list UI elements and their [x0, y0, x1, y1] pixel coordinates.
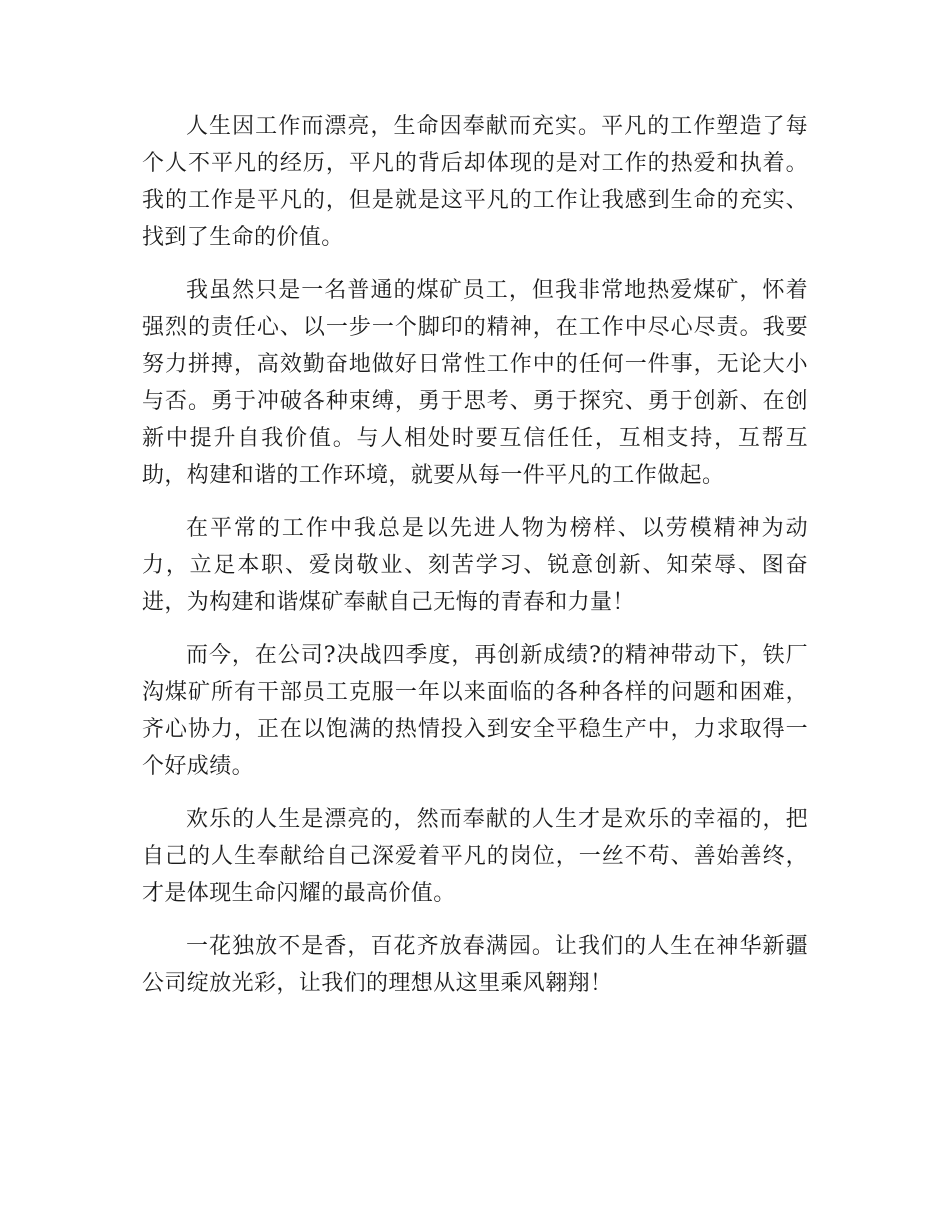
paragraph-3: 在平常的工作中我总是以先进人物为榜样、以劳模精神为动力，立足本职、爱岗敬业、刻苦学习、锐意创新、知荣辱、图奋进，为构建和谐煤矿奉献自己无悔的青春和力量！ [142, 516, 808, 615]
paragraph-1: 人生因工作而漂亮，生命因奉献而充实。平凡的工作塑造了每个人不平凡的经历，平凡的背后却体现的是对工作的热爱和执着。我的工作是平凡的，但是就是这平凡的工作让我感到生命的充实、找到了生命的价值。 [142, 114, 808, 250]
paragraph-2: 我虽然只是一名普通的煤矿员工，但我非常地热爱煤矿，怀着强烈的责任心、以一步一个脚印的精神，在工作中尽心尽责。我要努力拼搏，高效勤奋地做好日常性工作中的任何一件事，无论大小与否。勇于冲破各种束缚，勇于思考、勇于探究、勇于创新、在创新中提升自我价值。与人相处时要互信任任，互相支持，互帮互助，构建和谐的工作环境，就要从每一件平凡的工作做起。 [142, 278, 808, 488]
document-body [142, 108, 808, 1018]
paragraph-4: 而今，在公司?决战四季度，再创新成绩?的精神带动下，铁厂沟煤矿所有干部员工克服一年以来面临的各种各样的问题和困难，齐心协力，正在以饱满的热情投入到安全平稳生产中，力求取得一个好成绩。 [142, 643, 808, 779]
paragraph-6: 一花独放不是香，百花齐放春满园。让我们的人生在神华新疆公司绽放光彩，让我们的理想从这里乘风翱翔！ [142, 934, 808, 996]
paragraph-5: 欢乐的人生是漂亮的，然而奉献的人生才是欢乐的幸福的，把自己的人生奉献给自己深爱着平凡的岗位，一丝不苟、善始善终，才是体现生命闪耀的最高价值。 [142, 807, 808, 906]
